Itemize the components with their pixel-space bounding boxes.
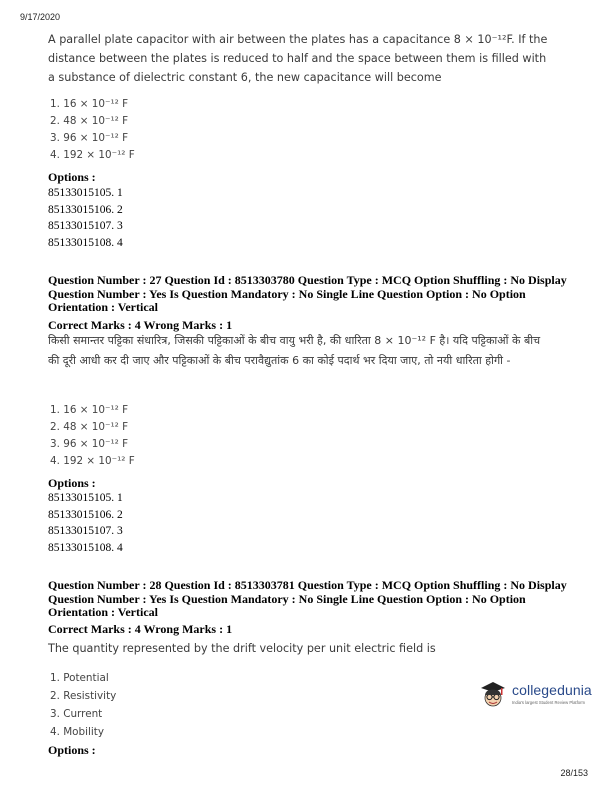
question-28-marks: Correct Marks : 4 Wrong Marks : 1 xyxy=(48,622,233,636)
option-id: 85133015106. 2 xyxy=(48,508,123,521)
meta-line: Question Number : Yes Is Question Mandatory : No Single Line Question Option : No Option xyxy=(48,591,526,606)
question-26-choices xyxy=(50,96,135,164)
question-28-meta xyxy=(48,579,578,620)
question-28-choices xyxy=(50,669,116,741)
meta-line: Orientation : Vertical xyxy=(48,300,158,314)
option-id: 85133015107. 3 xyxy=(48,220,123,232)
option-id: 85133015107. 3 xyxy=(48,525,123,537)
brand-name: collegedunia xyxy=(512,682,592,698)
options-label: Options : xyxy=(48,743,96,757)
choice-3: 3. 96 × 10⁻¹² F xyxy=(50,132,129,144)
collegedunia-logo xyxy=(478,680,592,712)
option-id: 85133015105. 1 xyxy=(48,187,123,199)
options-label: Options : xyxy=(48,476,96,490)
question-27-meta xyxy=(48,274,578,315)
mascot-icon xyxy=(478,680,508,712)
choice-1: 1. Potential xyxy=(50,672,109,684)
option-id: 85133015105. 1 xyxy=(48,492,123,504)
option-id: 85133015108. 4 xyxy=(48,541,123,554)
choice-4: 4. 192 × 10⁻¹² F xyxy=(50,149,135,161)
question-27-marks: Correct Marks : 4 Wrong Marks : 1 xyxy=(48,318,233,332)
question-27-text: किसी समान्तर पट्टिका संधारित्र, जिसकी पट्टिकाओं के बीच वायु भरी है, की धारिता 8 × 10⁻¹² F है। यदि पट्टिकाओं के बीच की दूरी आधी कर दी जाए और पट्टिकाओं के बीच परावैद्युतांक 6 का कोई पदार्थ भर दिया जाए, तो नयी धारिता होगी - xyxy=(48,334,541,367)
page-number: 28/153 xyxy=(560,768,588,778)
choice-4: 4. 192 × 10⁻¹² F xyxy=(50,455,135,467)
question-27-option-ids xyxy=(48,490,123,556)
choice-1: 1. 16 × 10⁻¹² F xyxy=(50,404,129,416)
choice-4: 4. Mobility xyxy=(50,726,105,738)
choice-3: 3. Current xyxy=(50,708,103,720)
question-28-text: The quantity represented by the drift velocity per unit electric field is xyxy=(48,642,436,655)
option-id: 85133015106. 2 xyxy=(48,203,123,216)
question-27-choices xyxy=(50,402,135,470)
choice-1: 1. 16 × 10⁻¹² F xyxy=(50,98,129,110)
meta-line: Question Number : 28 Question Id : 8513303781 Question Type : MCQ Option Shuffling : No Display xyxy=(48,578,567,592)
brand-tagline: India's largest Student Review Platform xyxy=(512,700,585,705)
print-date: 9/17/2020 xyxy=(20,12,61,22)
options-label: Options : xyxy=(48,170,96,184)
choice-2: 2. Resistivity xyxy=(50,690,117,702)
choice-2: 2. 48 × 10⁻¹² F xyxy=(50,421,129,433)
question-26-option-ids xyxy=(48,185,123,251)
choice-2: 2. 48 × 10⁻¹² F xyxy=(50,115,129,127)
meta-line: Orientation : Vertical xyxy=(48,605,158,619)
meta-line: Question Number : 27 Question Id : 8513303780 Question Type : MCQ Option Shuffling : No Display xyxy=(48,273,567,287)
choice-3: 3. 96 × 10⁻¹² F xyxy=(50,438,129,450)
question-26-text: A parallel plate capacitor with air between the plates has a capacitance 8 × 10⁻¹²F. If the distance between the plates is reduced to half and the space between them is filled with a substance of dielectric constant 6, the new capacitance will become xyxy=(48,33,548,84)
meta-line: Question Number : Yes Is Question Mandatory : No Single Line Question Option : No Option xyxy=(48,286,526,301)
option-id: 85133015108. 4 xyxy=(48,236,123,249)
